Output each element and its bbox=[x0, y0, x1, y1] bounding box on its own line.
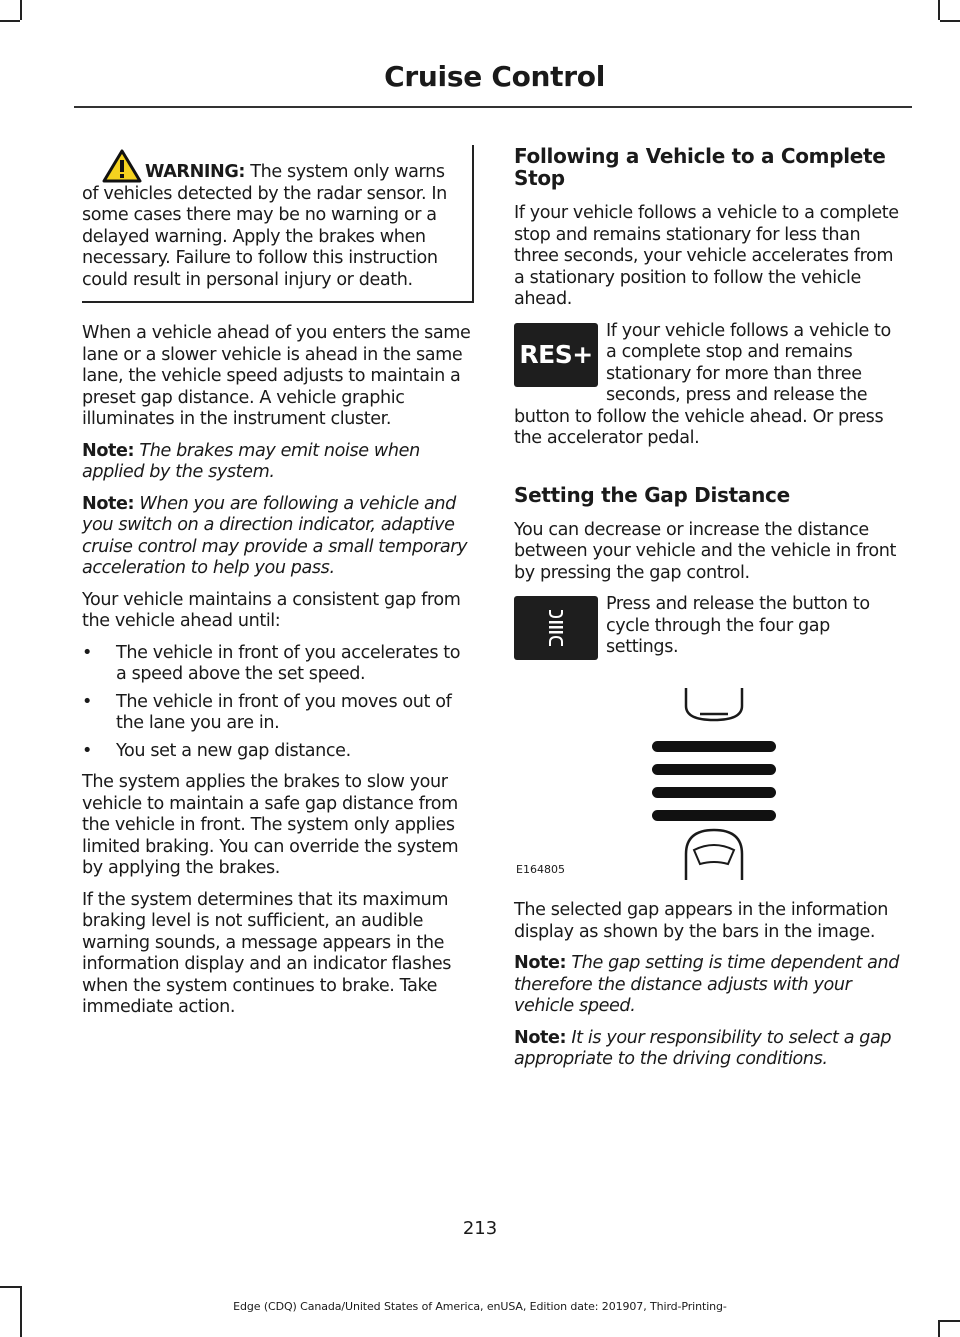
note-label: Note: bbox=[514, 953, 567, 973]
crop-mark bbox=[20, 0, 22, 20]
paragraph-selected-gap: The selected gap appears in the information display as shown by the bars in the image. bbox=[514, 900, 889, 942]
res-instruction bbox=[514, 321, 906, 460]
list-item: • The vehicle in front of you accelerates to a speed above the set speed. bbox=[82, 643, 474, 686]
note-label: Note: bbox=[514, 1027, 567, 1048]
crop-mark bbox=[940, 20, 960, 22]
paragraph-cycle-gap: Press and release the button to cycle through the four gap settings. bbox=[606, 594, 870, 657]
paragraph-follow-stop: If your vehicle follows a vehicle to a complete stop and remains stationary for less than three seconds, your vehicle accelerates from a stationary position to follow the vehicle ahead. bbox=[514, 203, 899, 309]
res-plus-button-icon bbox=[514, 323, 598, 387]
paragraph-vehicle-ahead: When a vehicle ahead of you enters the same lane or a slower vehicle is ahead in the same lane, the vehicle speed adjusts to maintain a preset gap distance. A vehicle graphic illuminates in the instrument cluster. bbox=[82, 323, 471, 429]
note-text: It is your responsibility to select a gap appropriate to the driving conditions. bbox=[514, 1027, 892, 1069]
paragraph-applies-brakes: The system applies the brakes to slow your vehicle to maintain a safe gap distance from the vehicle in front. The system only applies limited braking. You can override the system by applying the brakes. bbox=[82, 772, 459, 878]
note-text: When you are following a vehicle and you switch on a direction indicator, adaptive cruise control may provide a small temporary acceleration to help you pass. bbox=[82, 493, 468, 578]
list-item: • The vehicle in front of you moves out of the lane you are in. bbox=[82, 692, 474, 735]
warning-box bbox=[82, 145, 474, 303]
paragraph-res-button: If your vehicle follows a vehicle to a complete stop and remains stationary for more than three seconds, press and release the button to follow the vehicle ahead. Or press the accelerator pedal. bbox=[514, 320, 891, 448]
warning-label: WARNING: bbox=[145, 162, 246, 182]
gap-settings-diagram bbox=[514, 684, 906, 880]
note-brakes-noise bbox=[82, 441, 474, 484]
gap-distance-button-icon bbox=[514, 596, 598, 660]
paragraph-max-braking: If the system determines that its maximum braking level is not sufficient, an audible warning sounds, a message appears in the information display and an indicator flashes when the system continues to brake. Take immediate action. bbox=[82, 889, 452, 1017]
header-divider bbox=[74, 106, 912, 108]
note-text: The brakes may emit noise when applied by the system. bbox=[82, 440, 420, 482]
right-column bbox=[514, 145, 906, 1081]
note-label: Note: bbox=[82, 440, 135, 461]
section-heading-gap-distance: Setting the Gap Distance bbox=[514, 482, 790, 507]
list-item: • You set a new gap distance. bbox=[82, 741, 474, 763]
bullet-list bbox=[82, 643, 474, 763]
warning-triangle-icon bbox=[102, 149, 142, 183]
crop-mark bbox=[940, 1320, 960, 1322]
page-number: 213 bbox=[462, 1218, 498, 1239]
res-plus-label: RES+ bbox=[519, 340, 593, 369]
left-column bbox=[82, 145, 474, 1029]
note-time-dependent bbox=[514, 953, 906, 1018]
crop-mark bbox=[938, 0, 940, 20]
gap-bars-illustration bbox=[514, 684, 906, 880]
warning-text: The system only warns of vehicles detected by the radar sensor. In some cases there may be no warning or a delayed warning. Apply the brakes when necessary. Failure to follow this instruction could result in personal injury or death. bbox=[82, 162, 447, 290]
paragraph-consistent-gap: Your vehicle maintains a consistent gap from the vehicle ahead until: bbox=[82, 589, 461, 631]
crop-mark bbox=[0, 1286, 20, 1288]
figure-code: E164805 bbox=[516, 863, 565, 876]
crop-mark bbox=[0, 20, 20, 22]
crop-mark bbox=[938, 1320, 940, 1337]
gap-button-instruction bbox=[514, 594, 906, 674]
note-direction-indicator bbox=[82, 494, 474, 580]
paragraph-gap-control: You can decrease or increase the distance between your vehicle and the vehicle in front by pressing the gap control. bbox=[514, 519, 896, 583]
warning-paragraph bbox=[82, 149, 464, 291]
page-title: Cruise Control bbox=[384, 60, 605, 93]
gap-distance-icon bbox=[541, 608, 571, 648]
note-label: Note: bbox=[82, 493, 135, 514]
footer-edition: Edge (CDQ) Canada/United States of America, enUSA, Edition date: 201907, Third-Printing- bbox=[233, 1300, 727, 1313]
section-heading-complete-stop: Following a Vehicle to a Complete Stop bbox=[514, 144, 886, 190]
note-responsibility bbox=[514, 1028, 906, 1071]
note-text: The gap setting is time dependent and therefore the distance adjusts with your vehicle speed. bbox=[514, 953, 900, 1016]
